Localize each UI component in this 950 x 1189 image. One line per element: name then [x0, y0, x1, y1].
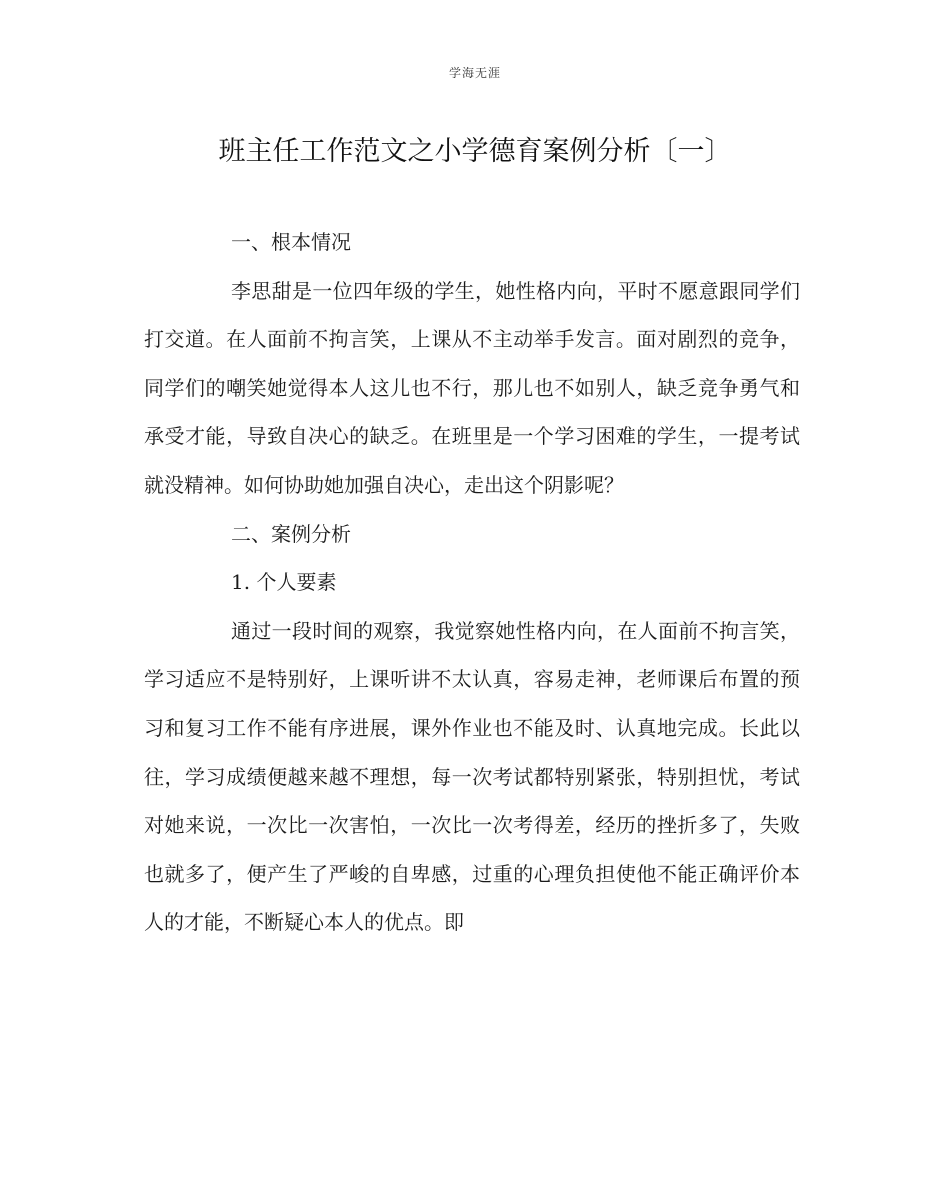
document-body	[144, 218, 800, 947]
document-title: 班主任工作范文之小学德育案例分析〔一〕	[218, 136, 732, 167]
section-heading-case-analysis: 二、案例分析	[231, 521, 351, 546]
paragraph-personal-factors: 通过一段时间的观察，我觉察她性格内向，在人面前不拘言笑，学习适应不是特别好，上课听讲不太认真，容易走神，老师课后布置的预习和复习工作不能有序进展，课外作业也不能及时、认真地完成。长此以往，学习成绩便越来越不理想，每一次考试都特别紧张，特别担忧，考试对她来说，一次比一次害怕，一次比一次考得差，经历的挫折多了，失败也就多了，便产生了严峻的自卑感，过重的心理负担使他不能正确评价本人的才能，不断疑心本人的优点。即	[144, 618, 800, 935]
section-heading-basic-situation: 一、根本情况	[231, 230, 351, 254]
page-header: 学海无涯	[448, 66, 501, 80]
subsection-heading-personal-factors: 1. 个人要素	[231, 570, 337, 595]
paragraph-basic-situation: 李思甜是一位四年级的学生，她性格内向，平时不愿意跟同学们打交道。在人面前不拘言笑，上课从不主动举手发言。面对剧烈的竞争，同学们的嘲笑她觉得本人这儿也不行，那儿也不如别人，缺乏竞争勇气和承受才能，导致自决心的缺乏。在班里是一个学习困难的学生，一提考试就没精神。如何协助她加强自决心，走出这个阴影呢？	[144, 278, 800, 497]
